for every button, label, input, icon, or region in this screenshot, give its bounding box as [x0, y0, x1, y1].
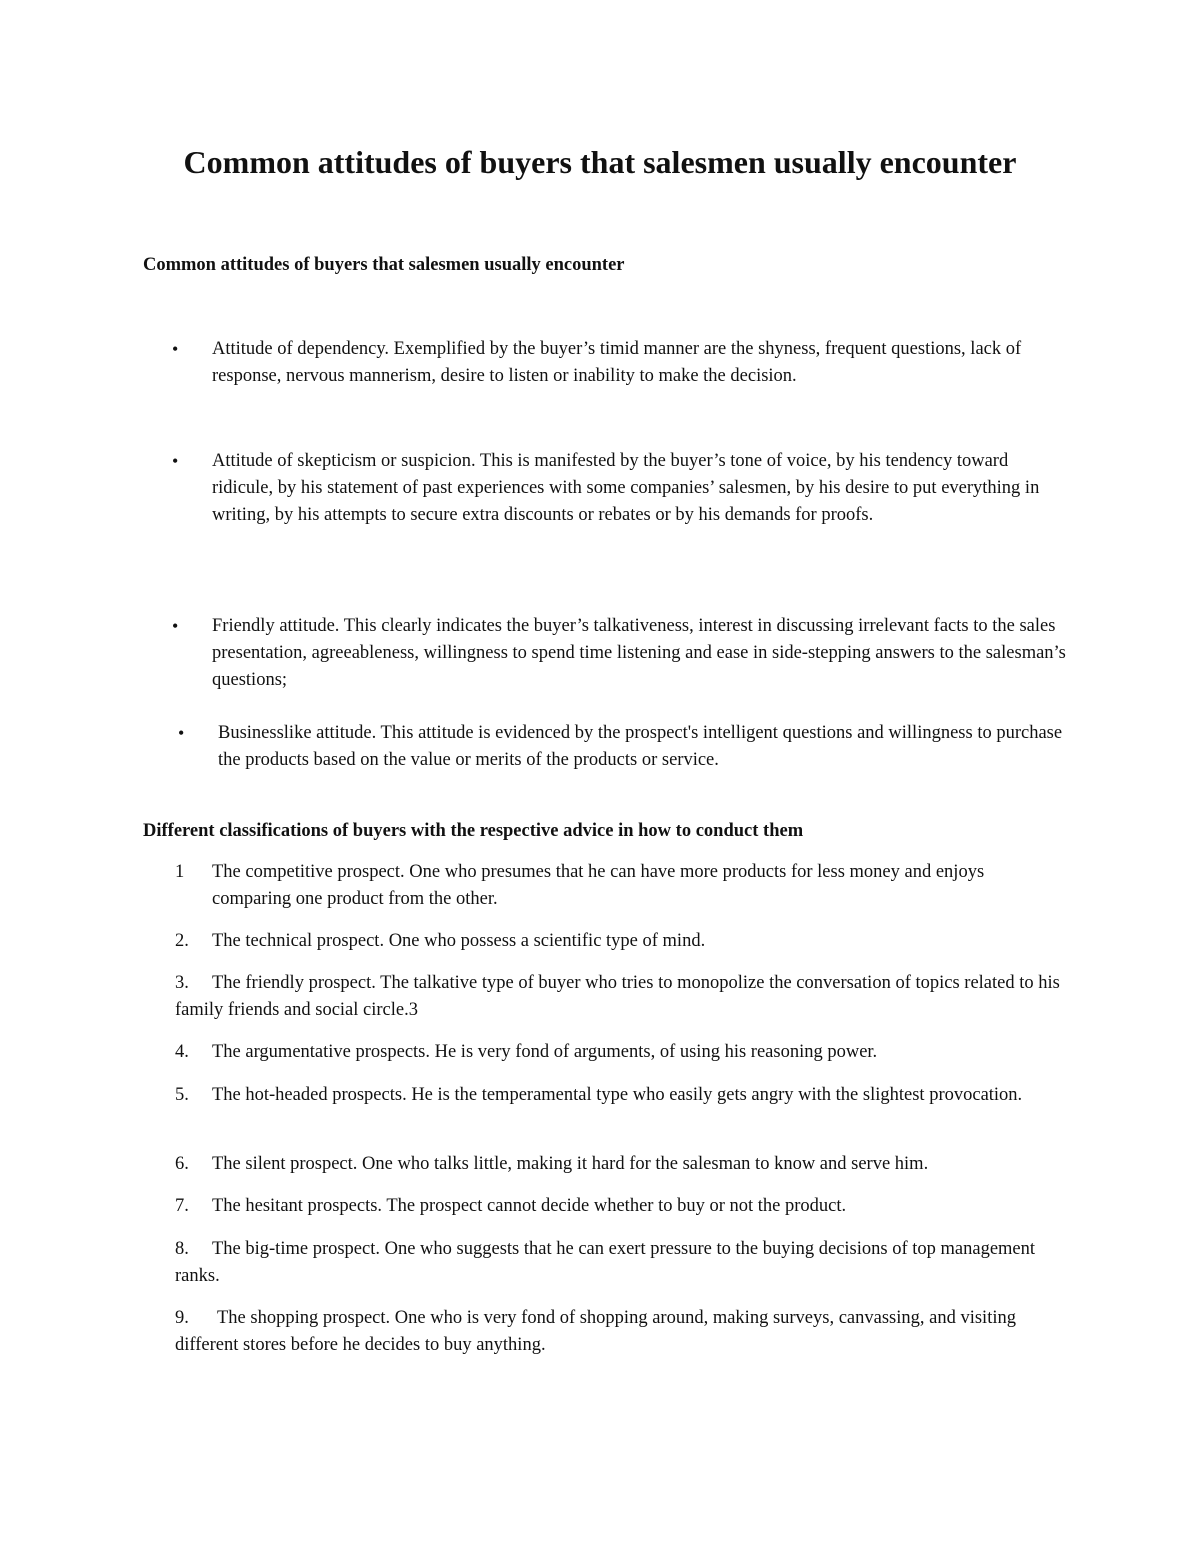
- list-number: 5.: [175, 1085, 189, 1105]
- list-item: [175, 859, 1065, 913]
- list-number: 3.: [175, 973, 189, 993]
- bullet-text: Attitude of dependency. Exemplified by the buyer’s timid manner are the shyness, frequent questions, lack of response, nervous mannerism, desire to listen or inability to make the decision.: [212, 339, 1022, 386]
- list-text: The argumentative prospects. He is very fond of arguments, of using his reasoning power.: [212, 1042, 878, 1062]
- list-number: 2.: [175, 931, 189, 951]
- bullet-icon: •: [178, 723, 185, 743]
- list-text: The big-time prospect. One who suggests that he can exert pressure to the buying decisions of top management ranks.: [175, 1239, 1036, 1286]
- list-text: The hesitant prospects. The prospect cannot decide whether to buy or not the product.: [212, 1196, 847, 1216]
- list-item: [175, 970, 1065, 1024]
- list-item: [175, 928, 1065, 955]
- list-number: 6.: [175, 1154, 189, 1174]
- list-text: The technical prospect. One who possess a scientific type of mind.: [212, 931, 706, 951]
- list-text: The shopping prospect. One who is very fond of shopping around, making surveys, canvassing, and visiting different stores before he decides to buy anything.: [175, 1308, 1016, 1355]
- list-item: [175, 1305, 1065, 1359]
- list-number: 7.: [175, 1196, 189, 1216]
- list-text: The hot-headed prospects. He is the temperamental type who easily gets angry with the slightest provocation.: [212, 1085, 1023, 1105]
- list-number: 4.: [175, 1042, 189, 1062]
- list-text: The silent prospect. One who talks little, making it hard for the salesman to know and serve him.: [212, 1154, 929, 1174]
- list-text: The friendly prospect. The talkative type of buyer who tries to monopolize the conversation of topics related to his family friends and social circle.3: [175, 973, 1060, 1020]
- list-number: 1: [175, 862, 185, 882]
- bullet-icon: •: [172, 451, 179, 471]
- bullet-item-friendly: [172, 613, 1072, 694]
- bullet-item-dependency: [172, 336, 1072, 390]
- list-item: [175, 1082, 1065, 1109]
- list-item: [175, 1039, 1065, 1066]
- list-item: [175, 1151, 1065, 1178]
- list-number: 8.: [175, 1239, 189, 1259]
- section-heading-attitudes: Common attitudes of buyers that salesmen usually encounter: [143, 255, 625, 275]
- list-text: The competitive prospect. One who presumes that he can have more products for less money and enjoys comparing one product from the other.: [212, 862, 985, 909]
- list-item: [175, 1193, 1065, 1220]
- section-heading-classifications: Different classifications of buyers with the respective advice in how to conduct them: [143, 821, 804, 841]
- document-title: Common attitudes of buyers that salesmen usually encounter: [183, 144, 1017, 180]
- list-item: [175, 1236, 1065, 1290]
- bullet-item-businesslike: [178, 720, 1078, 774]
- list-number: 9.: [175, 1308, 189, 1328]
- bullet-icon: •: [172, 339, 179, 359]
- bullet-icon: •: [172, 616, 179, 636]
- bullet-text: Businesslike attitude. This attitude is evidenced by the prospect's intelligent questions and willingness to purchase the products based on the value or merits of the products or service.: [218, 723, 1063, 770]
- bullet-text: Attitude of skepticism or suspicion. This is manifested by the buyer’s tone of voice, by his tendency toward ridicule, by his statement of past experiences with some companies’ salesmen, by his desire to put everything in writing, by his attempts to secure extra discounts or rebates or by his demands for proofs.: [212, 451, 1040, 525]
- bullet-item-skepticism: [172, 448, 1072, 529]
- bullet-text: Friendly attitude. This clearly indicates the buyer’s talkativeness, interest in discussing irrelevant facts to the sales presentation, agreeableness, willingness to spend time listening and ease in side-stepping answers to the salesman’s questions;: [212, 616, 1066, 690]
